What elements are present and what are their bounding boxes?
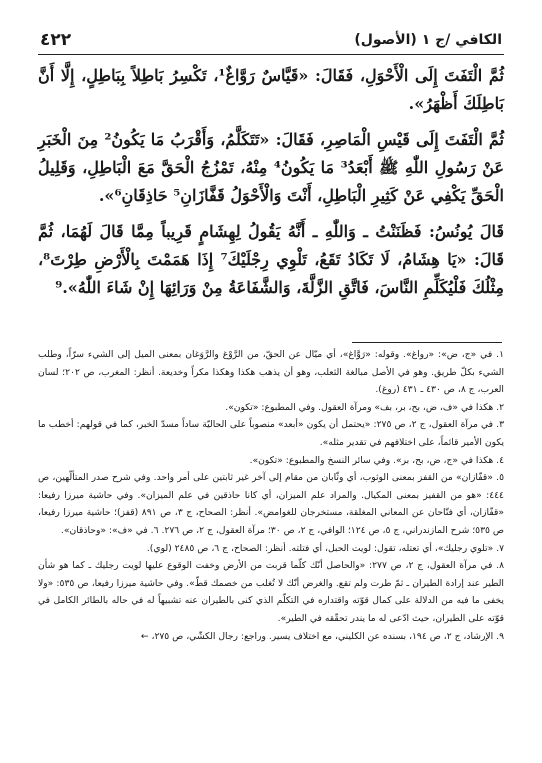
footnote: ٧. «تلوي رجليك»، أي تعتله، تقول: لويت الحبل، أي فتلته. أنظر: الصحاح، ج ٦، ص ٢٤٨٥ (لوي). [146,542,504,554]
paragraph: ثُمَّ الْتَفَتَ إِلَى قَيْسِ الْمَاصِرِ، فَقَالَ: «تَتَكَلَّمُ، وَأَقْرَبُ مَا يَكُونُ² مِنَ الْخَبَرِ عَنْ رَسُولِ اللّٰهِ ﷺ أَبْعَدُ³ مَا يَكُونُ⁴ مِنْهُ، تَمْزُجُ الْحَقَّ مَعَ الْبَاطِلِ، وَقَلِيلُ الْحَقِّ يَكْفِي عَنْ كَثِيرِ الْبَاطِلِ، أَنْتَ وَالْأَحْوَلُ قَفَّازَانِ⁵ حَاذِقَانِ⁶». [38,130,504,205]
footnote: ٩. الإرشاد، ج ٢، ص ١٩٤، بسنده عن الكليني، مع اختلاف يسير. وراجع: رجال الكشّي، ص ٢٧٥، ← [140,630,504,642]
footnote: ١. في «ج، ض»: «رواغ». وقوله: «رَوَّاغ»، أي ميّال عن الحقّ، من الرَّوْغ والرَّوَغان بمعنى الميل إلى الشيء سرّاً، وطلب الشيء بكلّ طريق. وهو في الأصل مبالغة الثعلب، وهو أن يذهب هكذا وهكذا مكراً وخديعة. أنظر: المغرب، ص ٢٠٢؛ لسان العرب، ج ٨، ص ٤٣٠ ـ ٤٣١ (روغ). [38,349,504,396]
page-number: ٤٢٢ [40,30,72,50]
footnote: ٨. في مرآة العقول، ج ٢، ص ٢٧٧: «والحاصل أنّك كلّما قربت من الأرض وخفت الوقوع عليها لويت رجليك ـ كما هو شأن الطير عند إرادة الطيران ـ ثمّ طرت ولم تقع. والغرض أنّك لا تُغلب من خصمك قطّ». وفي حاشية ميرزا رفيعا، ص ٥٣٥: «ولا يخفى ما فيه من الدلالة على كمال قوّته واقتداره في التكلّم الذي كنى بالطيران عنه تشبيهاً له في حاله بالطائر الكامل في قوّته على الطيران، حيث ادّعى له ما يندر تحقّقه في الطير». [38,560,504,624]
footnote: ٣. في مرآة العقول، ج ٢، ص ٢٧٥: «يحتمل أن يكون «أبعد» منصوباً على الحاليّة ساداً مسدّ الخبر، كما في قولهم: أخطب ما يكون الأمير قائماً، على اختلافهم في تقدير مثله». [38,419,504,448]
footnotes [38,346,504,645]
main-text [38,62,504,310]
paragraph: ثُمَّ الْتَفَتَ إِلَى الْأَحْوَلِ، فَقَالَ: «قَيَّاسٌ رَوَّاغٌ¹، تَكْسِرُ بَاطِلاً بِبَاطِلٍ، إِلَّا أَنَّ بَاطِلَكَ أَظْهَرُ». [38,66,505,113]
paragraph: قَالَ يُونُسُ: فَظَنَنْتُ ـ وَاللّٰهِ ـ أَنَّهُ يَقُولُ لِهِشَامٍ قَرِيباً مِمَّا قَالَ لَهُمَا، ثُمَّ قَالَ: «يَا هِشَامُ، لَا تَكَادُ تَقَعُ، تَلْوِي رِجْلَيْكَ⁷ إِذَا هَمَمْتَ بِالْأَرْضِ طِرْتَ⁸، مِثْلُكَ فَلْيُكَلِّمِ النَّاسَ، فَاتَّقِ الزَّلَّةَ، وَالشَّفَاعَةُ مِنْ وَرَائِهَا إِنْ شَاءَ اللّٰهُ».⁹ [38,222,505,297]
running-title: الكافي /ج ١ (الأصول) [354,32,502,48]
footnote: ٢. هكذا في «ف، ض، بح، بر، بف» ومرآة العقول. وفي المطبوع: «تكون». [225,401,504,413]
footnote: ٤. هكذا في «ج، ض، بح، بر». وفي سائر النسخ والمطبوع: «تكون». [249,454,504,466]
footnote-separator [352,342,502,343]
page-header [38,30,504,55]
footnote: ٥. «قفّازان» من القفز بمعنى الوثوب، أي وثّابان من مقام إلى آخر غير ثابتين على أمر واحد. وفي شرح صدر المتألّهين، ص ٤٤٤: «هو من القفيز بمعنى المكيال. والمراد علم الميزان، أي كانا حاذقين في علم الميزان». وفي حاشية ميرزا رفيعا: «قفّازان، أي فتّاحان عن المعاني المغلقة، مستخرجان للغوامض». أنظر: الصحاح، ج ٣، ص ٨٩١ (قفز)؛ حاشية ميرزا رفيعا، ص ٥٣٥؛ شرح المازندراني، ج ٥، ص ١٢٤؛ الوافي، ج ٢، ص ٣٠؛ مرآة العقول، ج ٢، ص ٢٧٦. ٦. في «ف»: «وحاذقان». [38,472,504,536]
